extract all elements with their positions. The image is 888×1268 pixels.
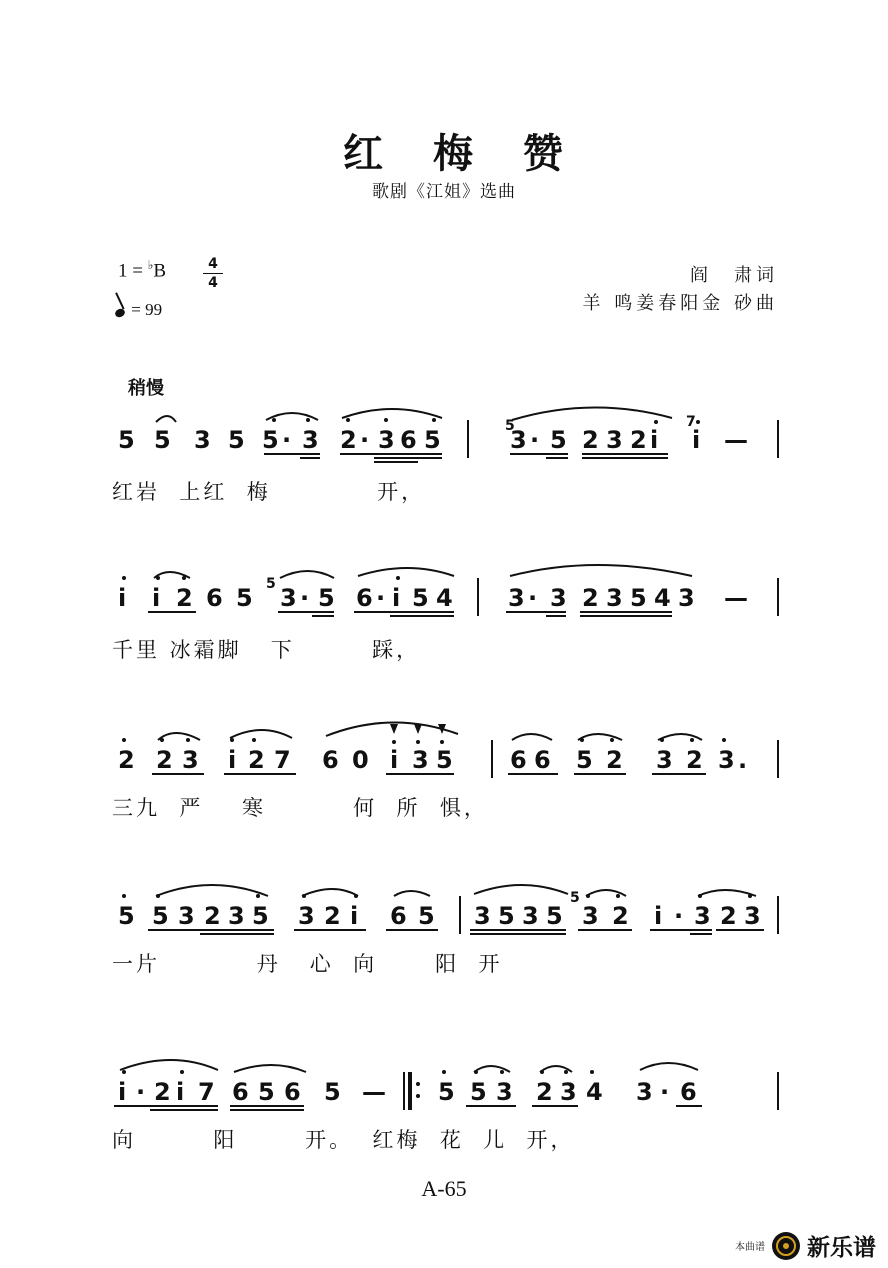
svg-text:i: i — [176, 1078, 185, 1106]
svg-text:5: 5 — [118, 902, 135, 930]
svg-text:3: 3 — [302, 426, 319, 454]
svg-text:2: 2 — [582, 584, 599, 612]
svg-text:2: 2 — [176, 584, 193, 612]
svg-text:7: 7 — [198, 1078, 215, 1106]
svg-text:3: 3 — [744, 902, 761, 930]
flat-sign: ♭ — [147, 258, 154, 272]
svg-text:5: 5 — [438, 1078, 455, 1106]
svg-text:6: 6 — [356, 584, 373, 612]
svg-text:7: 7 — [274, 746, 291, 774]
svg-text:i: i — [650, 426, 659, 454]
svg-text:3: 3 — [378, 426, 395, 454]
svg-text:3: 3 — [694, 902, 711, 930]
svg-text:2: 2 — [248, 746, 265, 774]
svg-text:i: i — [118, 584, 127, 612]
svg-text:5: 5 — [258, 1078, 275, 1106]
svg-text:2: 2 — [204, 902, 221, 930]
svg-text:3: 3 — [298, 902, 315, 930]
svg-text:3: 3 — [606, 584, 623, 612]
svg-text:3: 3 — [582, 902, 599, 930]
svg-text:·: · — [360, 426, 370, 454]
svg-text:3: 3 — [280, 584, 297, 612]
svg-text:3: 3 — [678, 584, 695, 612]
svg-text:3: 3 — [636, 1078, 653, 1106]
lyricist-credit: 阎 肃词 — [690, 265, 778, 286]
svg-text:2: 2 — [536, 1078, 553, 1106]
svg-text:6: 6 — [206, 584, 223, 612]
tempo-value: = 99 — [131, 300, 163, 319]
svg-text:2: 2 — [630, 426, 647, 454]
svg-text:i: i — [392, 584, 401, 612]
svg-text:5: 5 — [118, 426, 135, 454]
svg-text:2: 2 — [154, 1078, 171, 1106]
svg-text:i: i — [692, 426, 701, 454]
song-subtitle: 歌剧《江姐》选曲 — [372, 182, 516, 202]
watermark-brand: 新乐谱 — [807, 1235, 876, 1261]
svg-text:5: 5 — [154, 426, 171, 454]
svg-text:6: 6 — [284, 1078, 301, 1106]
svg-text:5: 5 — [266, 576, 276, 592]
svg-text:·: · — [530, 426, 540, 454]
svg-text:3: 3 — [606, 426, 623, 454]
notation-row-4 — [112, 874, 792, 944]
svg-text:·: · — [300, 584, 310, 612]
svg-text:5: 5 — [152, 902, 169, 930]
svg-text:—: — — [724, 584, 748, 612]
svg-text:2: 2 — [606, 746, 623, 774]
svg-text:2: 2 — [340, 426, 357, 454]
svg-text:5: 5 — [630, 584, 647, 612]
time-signature — [203, 256, 223, 291]
svg-text:5: 5 — [228, 426, 245, 454]
svg-text:·: · — [674, 902, 684, 930]
svg-text:2: 2 — [118, 746, 135, 774]
meter-top: 4 — [208, 256, 218, 272]
svg-text:3: 3 — [560, 1078, 577, 1106]
svg-text:6: 6 — [400, 426, 417, 454]
notation-row-2 — [112, 560, 792, 630]
notation-row-3 — [112, 718, 792, 788]
lyrics-line-4: 一片 丹 心 向 阳 开 — [112, 952, 503, 976]
svg-text:4: 4 — [654, 584, 671, 612]
svg-text:6: 6 — [322, 746, 339, 774]
svg-text:5: 5 — [470, 1078, 487, 1106]
svg-text:3: 3 — [474, 902, 491, 930]
quarter-note-icon — [114, 307, 126, 318]
svg-text:5: 5 — [252, 902, 269, 930]
lyrics-line-5: 向 阳 开。 红梅 花 儿 开， — [112, 1128, 575, 1152]
svg-text:5: 5 — [436, 746, 453, 774]
staff-line-4 — [112, 874, 792, 1024]
svg-text:3: 3 — [412, 746, 429, 774]
svg-text:5: 5 — [570, 890, 580, 906]
svg-text:i: i — [118, 1078, 127, 1106]
staff-line-2 — [112, 560, 792, 710]
lyrics-line-1: 红岩 上红 梅 开， — [112, 480, 426, 504]
svg-text:3: 3 — [228, 902, 245, 930]
svg-text:3: 3 — [718, 746, 735, 774]
svg-text:i: i — [654, 902, 663, 930]
tempo-marking — [115, 300, 162, 320]
svg-text:5: 5 — [418, 902, 435, 930]
svg-text:5: 5 — [262, 426, 279, 454]
svg-text:2: 2 — [582, 426, 599, 454]
svg-text:i: i — [152, 584, 161, 612]
svg-text:3: 3 — [508, 584, 525, 612]
svg-text:5: 5 — [505, 418, 515, 434]
svg-text:·: · — [376, 584, 386, 612]
svg-text:5: 5 — [576, 746, 593, 774]
lyrics-line-2: 千里 冰霜脚 下 踩， — [112, 638, 421, 662]
svg-text:2: 2 — [324, 902, 341, 930]
staff-line-1 — [112, 402, 792, 552]
svg-text:5: 5 — [236, 584, 253, 612]
credits — [583, 262, 778, 318]
svg-text:·: · — [528, 584, 538, 612]
svg-text:2: 2 — [686, 746, 703, 774]
svg-text:5: 5 — [424, 426, 441, 454]
svg-text:i: i — [228, 746, 237, 774]
svg-text:5: 5 — [498, 902, 515, 930]
composer-credit: 羊 鸣姜春阳金 砂曲 — [582, 293, 778, 314]
svg-text:0: 0 — [352, 746, 369, 774]
svg-text:—: — — [362, 1078, 386, 1106]
svg-text:i: i — [350, 902, 359, 930]
key-prefix: 1 = — [118, 260, 148, 282]
svg-text:·: · — [660, 1078, 670, 1106]
svg-text:6: 6 — [232, 1078, 249, 1106]
svg-text:·: · — [282, 426, 292, 454]
notation-row-5 — [112, 1050, 792, 1120]
svg-text:3: 3 — [656, 746, 673, 774]
svg-text:i: i — [390, 746, 399, 774]
svg-text:6: 6 — [680, 1078, 697, 1106]
svg-text:3: 3 — [182, 746, 199, 774]
key-note: B — [153, 260, 167, 282]
lyrics-line-3: 三九 严 寒 何 所 惧， — [112, 796, 488, 820]
svg-text:5: 5 — [324, 1078, 341, 1106]
watermark — [735, 1229, 876, 1262]
notation-row-1 — [112, 402, 792, 472]
svg-text:2: 2 — [720, 902, 737, 930]
svg-text:3: 3 — [522, 902, 539, 930]
staff-line-3 — [112, 718, 792, 868]
vinyl-record-icon — [771, 1231, 801, 1261]
svg-text:6: 6 — [390, 902, 407, 930]
svg-text:4: 4 — [586, 1078, 603, 1106]
svg-text:3: 3 — [496, 1078, 513, 1106]
svg-text:6: 6 — [534, 746, 551, 774]
meter-bottom: 4 — [208, 275, 218, 291]
svg-text:3: 3 — [510, 426, 527, 454]
expression-marking: 稍慢 — [128, 378, 164, 399]
svg-text:3: 3 — [178, 902, 195, 930]
svg-text:6: 6 — [510, 746, 527, 774]
svg-text:5: 5 — [318, 584, 335, 612]
svg-text:5: 5 — [550, 426, 567, 454]
svg-text:2: 2 — [156, 746, 173, 774]
key-signature — [118, 258, 166, 282]
svg-text:3: 3 — [550, 584, 567, 612]
svg-text:·: · — [136, 1078, 146, 1106]
svg-text:5: 5 — [546, 902, 563, 930]
svg-text:2: 2 — [612, 902, 629, 930]
svg-text:4: 4 — [436, 584, 453, 612]
watermark-small-text: 本曲谱 — [735, 1242, 765, 1253]
svg-text:5: 5 — [412, 584, 429, 612]
page-number: A-65 — [421, 1176, 467, 1201]
svg-text:.: . — [738, 746, 748, 774]
svg-text:7: 7 — [686, 414, 696, 430]
svg-text:3: 3 — [194, 426, 211, 454]
song-title: 红 梅 赞 — [343, 131, 581, 177]
svg-text:—: — — [724, 426, 748, 454]
